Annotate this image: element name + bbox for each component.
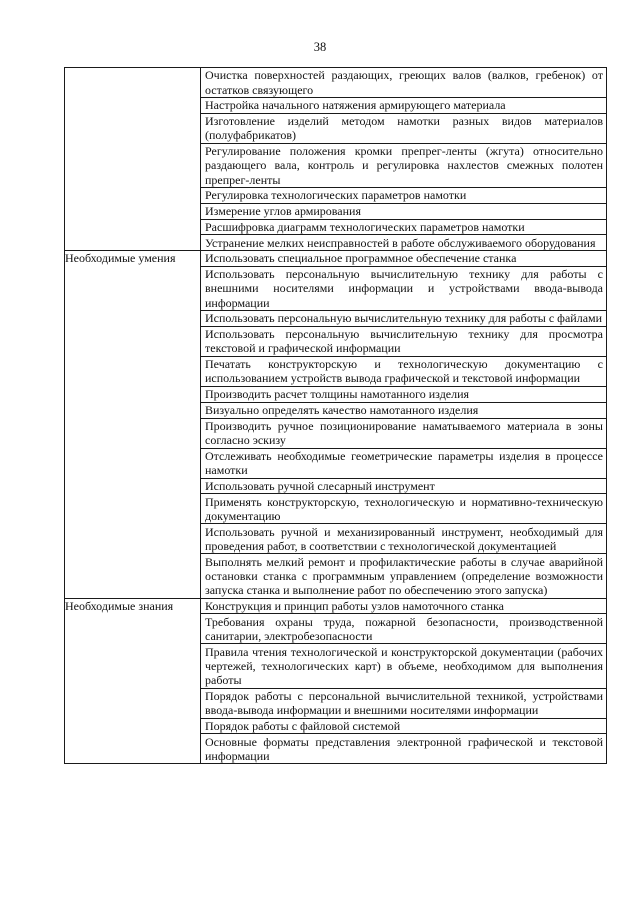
- list-item: Регулировка технологических параметров намотки: [201, 188, 606, 204]
- list-item: Регулирование положения кромки препрег-ленты (жгута) относительно раздающего вала, контроль и регулировка нахлестов смежных полотен препрег-ленты: [201, 144, 606, 188]
- list-item: Использовать специальное программное обеспечение станка: [201, 251, 606, 267]
- list-item: Изготовление изделий методом намотки разных видов материалов (полуфабрикатов): [201, 114, 606, 144]
- list-item: Использовать персональную вычислительную технику для работы с внешними носителями информации и устройствами ввода-вывода информации: [201, 267, 606, 311]
- section-row-skills: [65, 251, 607, 598]
- list-item: Применять конструкторскую, технологическую и нормативно-техническую документацию: [201, 494, 606, 524]
- list-item: Визуально определять качество намотанного изделия: [201, 403, 606, 419]
- qualification-table: [64, 67, 607, 764]
- section-items-work-actions: [201, 68, 607, 251]
- section-row-work-actions: [65, 68, 607, 251]
- list-item: Производить расчет толщины намотанного изделия: [201, 387, 606, 403]
- section-label-knowledge: Необходимые знания: [65, 598, 201, 764]
- section-row-knowledge: [65, 598, 607, 764]
- list-item: Порядок работы с файловой системой: [201, 719, 606, 735]
- list-item: Устранение мелких неисправностей в работе обслуживаемого оборудования: [205, 235, 596, 250]
- section-items-skills: [201, 251, 607, 598]
- list-item: Использовать ручной и механизированный инструмент, необходимый для проведения работ, в соответствии с технологической документацией: [201, 524, 606, 554]
- section-items-knowledge: [201, 598, 607, 764]
- list-item: Расшифровка диаграмм технологических параметров намотки: [201, 220, 606, 236]
- list-item: Производить ручное позиционирование наматываемого материала в зоны согласно эскизу: [201, 419, 606, 449]
- page-number: 38: [313, 40, 327, 54]
- list-item: Настройка начального натяжения армирующего материала: [201, 98, 606, 114]
- list-item: Печатать конструкторскую и технологическую документацию с использованием устройств вывода графической и текстовой информации: [201, 357, 606, 387]
- list-item: Отслеживать необходимые геометрические параметры изделия в процессе намотки: [201, 449, 606, 479]
- list-item: Конструкция и принцип работы узлов намоточного станка: [201, 599, 606, 615]
- section-label-skills: Необходимые умения: [65, 251, 201, 598]
- list-item: Очистка поверхностей раздающих, греющих валов (валков, гребенок) от остатков связующего: [201, 68, 606, 98]
- list-item: Измерение углов армирования: [201, 204, 606, 220]
- list-item: Выполнять мелкий ремонт и профилактические работы в случае аварийной остановки станка с программным управлением (определение возможности запуска станка и выполнение работ по обеспечению этого запуска): [205, 554, 603, 598]
- list-item: Правила чтения технологической и конструкторской документации (рабочих чертежей, технологических карт) в объеме, необходимом для выполнения работы: [201, 644, 606, 688]
- list-item: Использовать персональную вычислительную технику для просмотра текстовой и графической информации: [201, 327, 606, 357]
- list-item: Порядок работы с персональной вычислительной техникой, устройствами ввода-вывода информации и внешними носителями информации: [201, 689, 606, 719]
- list-item: Основные форматы представления электронной графической и текстовой информации: [205, 734, 603, 763]
- list-item: Использовать персональную вычислительную технику для работы с файлами: [201, 311, 606, 327]
- list-item: Использовать ручной слесарный инструмент: [201, 479, 606, 495]
- section-label-work-actions: [65, 68, 201, 251]
- list-item: Требования охраны труда, пожарной безопасности, производственной санитарии, электробезопасности: [201, 614, 606, 644]
